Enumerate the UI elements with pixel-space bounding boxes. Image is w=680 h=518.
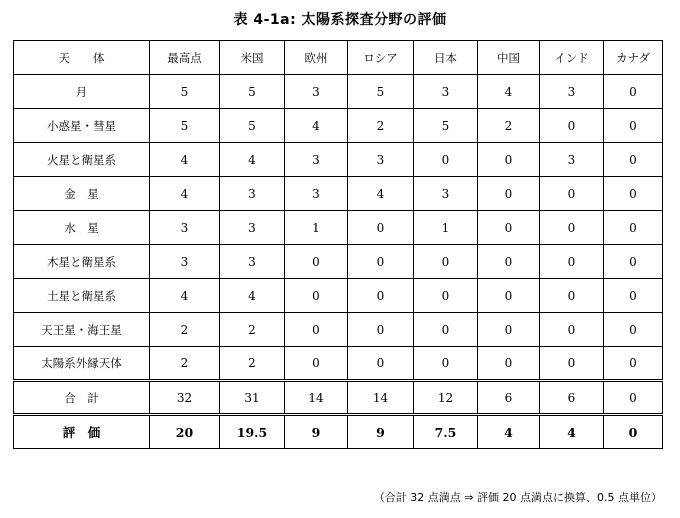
value-cell: 0 bbox=[540, 177, 604, 211]
value-cell: 0 bbox=[414, 143, 478, 177]
value-cell: 0 bbox=[540, 245, 604, 279]
value-cell: 2 bbox=[150, 347, 220, 381]
value-cell: 0 bbox=[478, 313, 540, 347]
value-cell: 5 bbox=[150, 109, 220, 143]
row-label: 合 計 bbox=[14, 381, 150, 415]
value-cell: 0 bbox=[348, 313, 414, 347]
table-row bbox=[14, 245, 663, 279]
value-cell: 14 bbox=[285, 381, 348, 415]
value-cell: 3 bbox=[220, 245, 285, 279]
value-cell: 3 bbox=[220, 211, 285, 245]
row-label: 水 星 bbox=[14, 211, 150, 245]
row-label: 太陽系外縁天体 bbox=[14, 347, 150, 381]
value-cell: 5 bbox=[150, 75, 220, 109]
value-cell: 0 bbox=[604, 143, 663, 177]
value-cell: 0 bbox=[540, 313, 604, 347]
value-cell: 1 bbox=[414, 211, 478, 245]
header-cell: ロシア bbox=[348, 41, 414, 75]
value-cell: 20 bbox=[150, 415, 220, 449]
value-cell: 4 bbox=[150, 143, 220, 177]
table-row bbox=[14, 143, 663, 177]
value-cell: 0 bbox=[604, 381, 663, 415]
table-row bbox=[14, 75, 663, 109]
value-cell: 3 bbox=[220, 177, 285, 211]
value-cell: 0 bbox=[604, 75, 663, 109]
value-cell: 9 bbox=[348, 415, 414, 449]
value-cell: 3 bbox=[540, 75, 604, 109]
value-cell: 0 bbox=[604, 279, 663, 313]
table-row bbox=[14, 279, 663, 313]
value-cell: 0 bbox=[604, 313, 663, 347]
row-label: 火星と衛星系 bbox=[14, 143, 150, 177]
value-cell: 5 bbox=[220, 109, 285, 143]
value-cell: 7.5 bbox=[414, 415, 478, 449]
value-cell: 0 bbox=[414, 279, 478, 313]
header-cell: 天 体 bbox=[14, 41, 150, 75]
value-cell: 4 bbox=[150, 177, 220, 211]
header-cell: インド bbox=[540, 41, 604, 75]
row-label: 金 星 bbox=[14, 177, 150, 211]
value-cell: 4 bbox=[478, 415, 540, 449]
value-cell: 3 bbox=[285, 75, 348, 109]
evaluation-table bbox=[13, 40, 663, 449]
header-cell: 最高点 bbox=[150, 41, 220, 75]
value-cell: 2 bbox=[478, 109, 540, 143]
value-cell: 4 bbox=[220, 279, 285, 313]
header-cell: 米国 bbox=[220, 41, 285, 75]
value-cell: 0 bbox=[604, 109, 663, 143]
table-title: 表 4-1a: 太陽系探査分野の評価 bbox=[233, 12, 447, 28]
value-cell: 9 bbox=[285, 415, 348, 449]
table-row bbox=[14, 313, 663, 347]
value-cell: 0 bbox=[604, 177, 663, 211]
value-cell: 19.5 bbox=[220, 415, 285, 449]
value-cell: 0 bbox=[540, 211, 604, 245]
value-cell: 3 bbox=[414, 75, 478, 109]
value-cell: 4 bbox=[478, 75, 540, 109]
value-cell: 0 bbox=[414, 245, 478, 279]
value-cell: 0 bbox=[348, 245, 414, 279]
value-cell: 6 bbox=[540, 381, 604, 415]
value-cell: 3 bbox=[150, 211, 220, 245]
value-cell: 0 bbox=[540, 109, 604, 143]
value-cell: 0 bbox=[285, 279, 348, 313]
value-cell: 0 bbox=[478, 177, 540, 211]
value-cell: 0 bbox=[478, 143, 540, 177]
header-cell: カナダ bbox=[604, 41, 663, 75]
header-row bbox=[14, 41, 663, 75]
value-cell: 32 bbox=[150, 381, 220, 415]
row-label: 天王星・海王星 bbox=[14, 313, 150, 347]
total-row bbox=[14, 381, 663, 415]
value-cell: 3 bbox=[150, 245, 220, 279]
value-cell: 5 bbox=[220, 75, 285, 109]
value-cell: 0 bbox=[604, 245, 663, 279]
row-label: 小惑星・彗星 bbox=[14, 109, 150, 143]
value-cell: 14 bbox=[348, 381, 414, 415]
value-cell: 0 bbox=[478, 279, 540, 313]
row-label: 土星と衛星系 bbox=[14, 279, 150, 313]
value-cell: 2 bbox=[150, 313, 220, 347]
value-cell: 1 bbox=[285, 211, 348, 245]
value-cell: 0 bbox=[604, 211, 663, 245]
table-body bbox=[14, 75, 663, 449]
header-cell: 欧州 bbox=[285, 41, 348, 75]
row-label: 評 価 bbox=[14, 415, 150, 449]
value-cell: 0 bbox=[478, 211, 540, 245]
value-cell: 0 bbox=[478, 347, 540, 381]
table-row bbox=[14, 177, 663, 211]
value-cell: 2 bbox=[220, 313, 285, 347]
footnote: （合計 32 点満点 ⇒ 評価 20 点満点に換算、0.5 点単位） bbox=[373, 491, 662, 504]
value-cell: 5 bbox=[348, 75, 414, 109]
value-cell: 2 bbox=[348, 109, 414, 143]
value-cell: 3 bbox=[285, 177, 348, 211]
value-cell: 0 bbox=[414, 347, 478, 381]
value-cell: 4 bbox=[348, 177, 414, 211]
value-cell: 4 bbox=[150, 279, 220, 313]
value-cell: 3 bbox=[348, 143, 414, 177]
table-row bbox=[14, 347, 663, 381]
value-cell: 4 bbox=[220, 143, 285, 177]
value-cell: 2 bbox=[220, 347, 285, 381]
score-row bbox=[14, 415, 663, 449]
table-row bbox=[14, 211, 663, 245]
value-cell: 4 bbox=[285, 109, 348, 143]
value-cell: 12 bbox=[414, 381, 478, 415]
value-cell: 6 bbox=[478, 381, 540, 415]
value-cell: 31 bbox=[220, 381, 285, 415]
value-cell: 0 bbox=[348, 211, 414, 245]
value-cell: 0 bbox=[285, 313, 348, 347]
value-cell: 3 bbox=[540, 143, 604, 177]
value-cell: 0 bbox=[285, 245, 348, 279]
value-cell: 0 bbox=[604, 415, 663, 449]
value-cell: 0 bbox=[414, 313, 478, 347]
value-cell: 0 bbox=[604, 347, 663, 381]
value-cell: 0 bbox=[285, 347, 348, 381]
value-cell: 3 bbox=[285, 143, 348, 177]
value-cell: 4 bbox=[540, 415, 604, 449]
row-label: 木星と衛星系 bbox=[14, 245, 150, 279]
header-cell: 中国 bbox=[478, 41, 540, 75]
row-label: 月 bbox=[14, 75, 150, 109]
value-cell: 5 bbox=[414, 109, 478, 143]
value-cell: 0 bbox=[540, 347, 604, 381]
value-cell: 0 bbox=[348, 279, 414, 313]
value-cell: 0 bbox=[478, 245, 540, 279]
value-cell: 3 bbox=[414, 177, 478, 211]
value-cell: 0 bbox=[540, 279, 604, 313]
header-cell: 日本 bbox=[414, 41, 478, 75]
value-cell: 0 bbox=[348, 347, 414, 381]
table-row bbox=[14, 109, 663, 143]
